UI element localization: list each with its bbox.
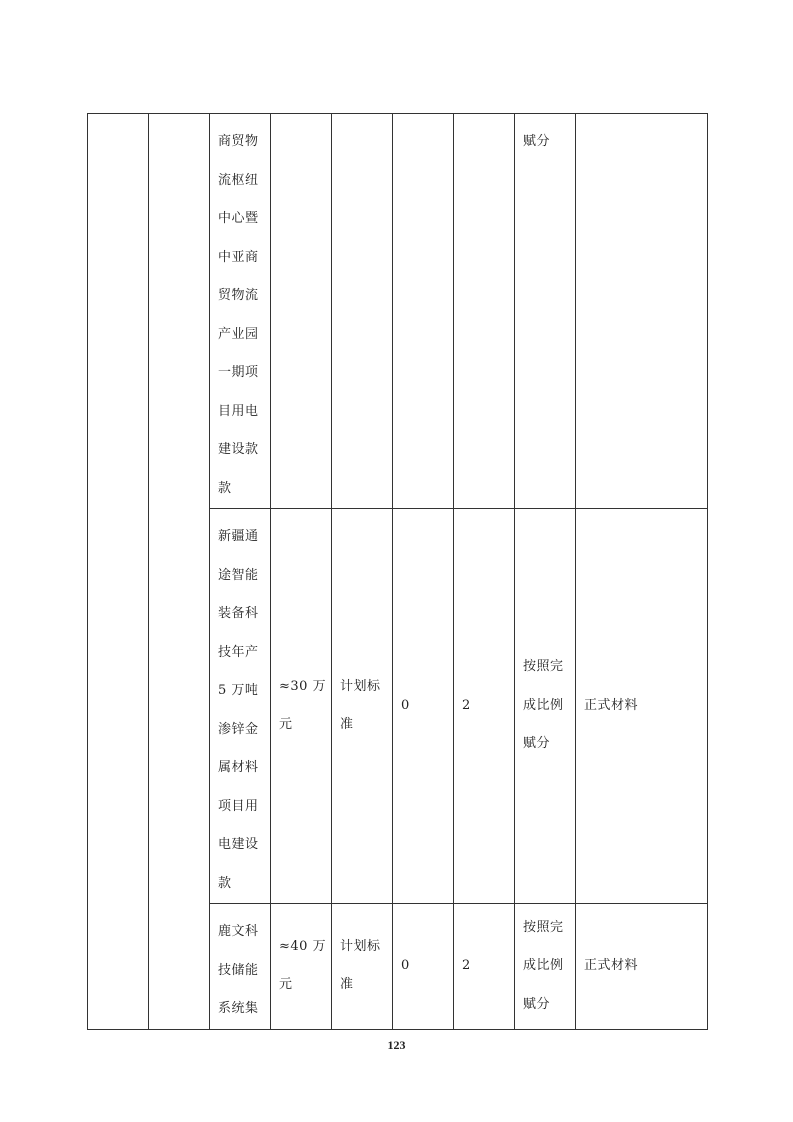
basis-cell: 计划标 准 (332, 509, 393, 904)
amount-cell: ≈30 万 元 (271, 509, 332, 904)
min-score-cell (393, 114, 454, 509)
scoring-method-cell: 按照完 成比例 赋分 (515, 904, 576, 1030)
material-cell: 正式材料 (576, 904, 708, 1030)
scoring-method-cell: 赋分 (515, 114, 576, 509)
amount-cell: ≈40 万 元 (271, 904, 332, 1030)
min-score-cell: 0 (393, 509, 454, 904)
material-cell: 正式材料 (576, 509, 708, 904)
max-score-cell (454, 114, 515, 509)
basis-cell (332, 114, 393, 509)
page-number: 123 (387, 1038, 406, 1052)
min-score-cell: 0 (393, 904, 454, 1030)
max-score-cell: 2 (454, 509, 515, 904)
max-score-cell: 2 (454, 904, 515, 1030)
project-name-cell: 新疆通 途智能 装备科 技年产 5 万吨 渗锌金 属材料 项目用 电建设 款 (210, 509, 271, 904)
project-name-cell: 鹿文科 技储能 系统集 (210, 904, 271, 1030)
material-cell (576, 114, 708, 509)
project-name-cell: 商贸物 流枢纽 中心暨 中亚商 贸物流 产业园 一期项 目用电 建设款 款 (210, 114, 271, 509)
continuation-table (87, 113, 708, 1030)
scoring-method-cell: 按照完 成比例 赋分 (515, 509, 576, 904)
table-row (88, 114, 708, 509)
merged-category-cell (88, 114, 149, 1030)
basis-cell: 计划标 准 (332, 904, 393, 1030)
merged-indicator-cell (149, 114, 210, 1030)
amount-cell (271, 114, 332, 509)
